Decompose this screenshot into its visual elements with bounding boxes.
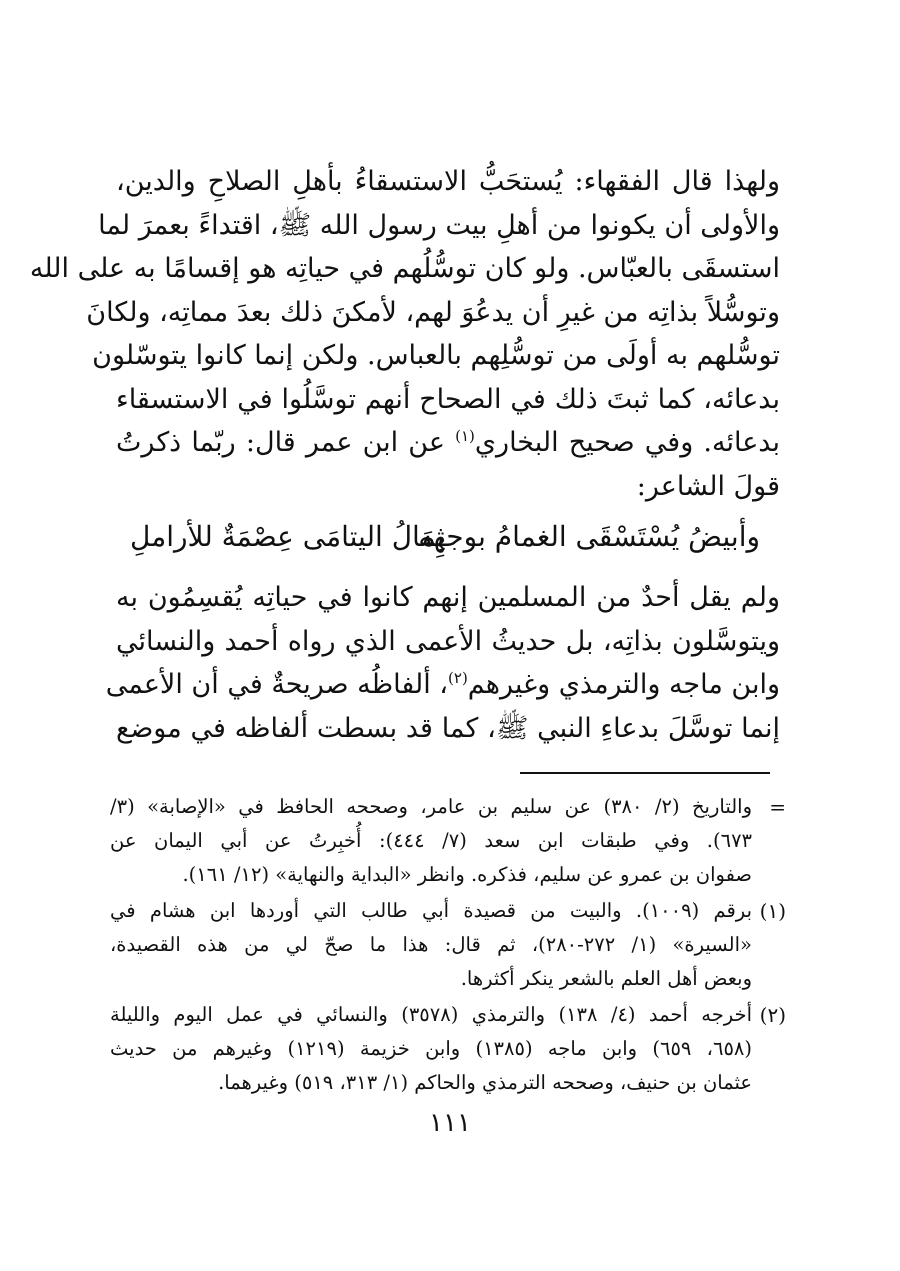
text-line: ولهذا قال الفقهاء: يُستحَبُّ الاستسقاءُ بأهلِ الصلاحِ والدين،: [116, 166, 780, 197]
footnote-reference-1[interactable]: (١): [455, 427, 475, 445]
main-paragraph-1: [29, 160, 780, 508]
footnote-continuation: [110, 790, 786, 892]
footnote-reference-2[interactable]: (٢): [448, 669, 468, 687]
footnote-number: (١): [759, 899, 786, 923]
footnote-line: صفوان بن عمرو عن سليم، فذكره. وانظر «البداية والنهاية» (١٢/ ١٦١).: [182, 863, 752, 886]
footnote-number: (٢): [759, 1003, 786, 1027]
footnote-1: [110, 894, 786, 996]
poetry-verse: [130, 514, 760, 560]
text-line: توسُّلهم به أولَى من توسُّلِهم بالعباس. ولكن إنما كانوا يتوسّلون: [92, 340, 780, 371]
text-segment: وابن ماجه والترمذي وغيرهم: [467, 669, 780, 700]
main-paragraph-2: [105, 576, 780, 750]
footnote-line: أخرجه أحمد (٤/ ١٣٨) والترمذي (٣٥٧٨) والنسائي في عمل اليوم والليلة: [110, 1003, 752, 1026]
text-line: إنما توسَّلَ بدعاءِ النبي ﷺ، كما قد بسطت ألفاظه في موضع: [116, 712, 780, 744]
text-segment: ، ألفاظُه صريحةٌ في أن الأعمى: [105, 669, 449, 700]
text-line: [116, 421, 780, 465]
footnote-line: وبعض أهل العلم بالشعر ينكر أكثرها.: [460, 967, 752, 990]
footnote-separator: [520, 772, 770, 774]
page-number: ١١١: [429, 1108, 471, 1138]
footnotes-section: [110, 790, 786, 1102]
footnote-line: (٦٥٨، ٦٥٩) وابن ماجه (١٣٨٥) وابن خزيمة (١٢١٩) وغيرهم من حديث: [110, 1037, 752, 1060]
text-line: استسقَى بالعبّاس. ولو كان توسُّلُهم في حياتِه هو إقسامًا به على الله: [29, 253, 780, 284]
text-segment: بدعائه. وفي صحيح البخاري: [474, 427, 780, 458]
footnote-2: [110, 998, 786, 1100]
text-line: [105, 663, 780, 707]
text-line: والأولى أن يكونوا من أهلِ بيت رسول الله ﷺ، اقتداءً بعمرَ لما: [98, 209, 780, 241]
text-line: ولم يقل أحدٌ من المسلمين إنهم كانوا في حياتِه يُقسِمُون به: [116, 582, 780, 613]
text-segment: عن ابن عمر قال: ربّما ذكرتُ: [116, 427, 456, 458]
text-line: بدعائه، كما ثبتَ ذلك في الصحاح أنهم توسَّلُوا في الاستسقاء: [116, 383, 780, 415]
text-line: قولَ الشاعر:: [636, 470, 780, 502]
text-line: ويتوسَّلون بذاتِه، بل حديثُ الأعمى الذي رواه أحمد والنسائي: [116, 625, 780, 657]
footnote-line: والتاريخ (٢/ ٣٨٠) عن سليم بن عامر، وصححه الحافظ في «الإصابة» (٣/: [110, 795, 752, 818]
footnote-line: عثمان بن حنيف، وصححه الترمذي والحاكم (١/ ٣١٣، ٥١٩) وغيرهما.: [218, 1071, 752, 1094]
footnote-line: ٦٧٣). وفي طبقات ابن سعد (٧/ ٤٤٤): أُخبِرتُ عن أبي اليمان عن: [110, 829, 753, 852]
footnote-line: برقم (١٠٠٩). والبيت من قصيدة أبي طالب التي أوردها ابن هشام في: [110, 899, 752, 922]
text-line: وتوسُّلاً بذاتِه من غيرِ أن يدعُوَ لهم، لأمكنَ ذلك بعدَ مماتِه، ولكانَ: [86, 296, 780, 328]
verse-second-hemistich: ثِمَالُ اليتامَى عِصْمَةٌ للأراملِ: [130, 520, 445, 553]
verse-first-hemistich: وأبيضُ يُسْتَسْقَى الغمامُ بوجهِه: [418, 520, 760, 553]
continuation-mark: =: [769, 795, 786, 819]
footnote-line: «السيرة» (١/ ٢٧٢-٢٨٠)، ثم قال: هذا ما صحّ لي من هذه القصيدة،: [110, 933, 752, 956]
